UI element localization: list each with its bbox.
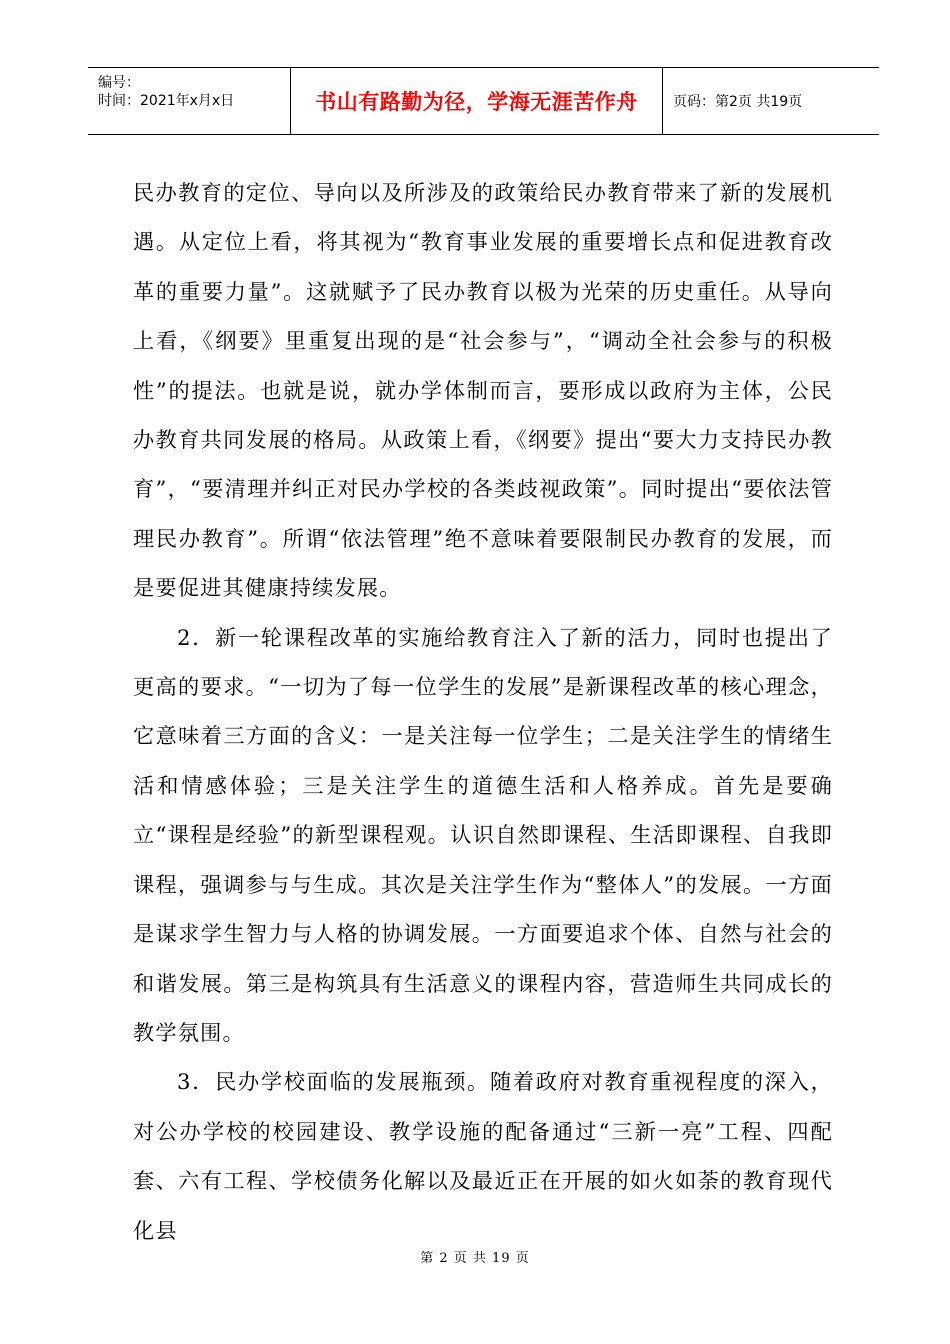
page-footer: 第 2 页 共 19 页 (420, 1251, 530, 1266)
header-page-cell (663, 68, 879, 134)
paragraph-1: 民办教育的定位、导向以及所涉及的政策给民办教育带来了新的发展机遇。从定位上看，将其视为“教育事业发展的重要增长点和促进教育改革的重要力量”。这就赋予了民办教育以极为光荣的历史重任。从导向上看，《纲要》里重复出现的是“社会参与”，“调动全社会参与的积极性”的提法。也就是说，就办学体制而言，要形成以政府为主体，公民办教育共同发展的格局。从政策上看，《纲要》提出“要大力支持民办教育”，“要清理并纠正对民办学校的各类歧视政策”。同时提出“要依法管理民办教育”。所谓“依法管理”绝不意味着要限制民办教育的发展，而是要促进其健康持续发展。 (133, 180, 833, 601)
body-text (133, 168, 833, 1255)
paragraph-2: 2．新一轮课程改革的实施给教育注入了新的活力，同时也提出了更高的要求。“一切为了每一位学生的发展”是新课程改革的核心理念，它意味着三方面的含义：一是关注每一位学生；二是关注学生的情绪生活和情感体验；三是关注学生的道德生活和人格养成。首先是要确立“课程是经验”的新型课程观。认识自然即课程、生活即课程、自我即课程，强调参与与生成。其次是关注学生作为“整体人”的发展。一方面是谋求学生智力与人格的协调发展。一方面要追求个体、自然与社会的和谐发展。第三是构筑具有生活意义的课程内容，营造师生共同成长的教学氛围。 (133, 624, 833, 1045)
header-motto-cell (291, 68, 663, 134)
header-meta-cell (88, 68, 291, 134)
header-motto: 书山有路勤为径，学海无涯苦作舟 (315, 90, 638, 114)
time-label: 时间：2021年x月x日 (98, 93, 235, 109)
paragraph-3: 3．民办学校面临的发展瓶颈。随着政府对教育重视程度的深入，对公办学校的校园建设、教学设施的配备通过“三新一亮”工程、四配套、六有工程、学校债务化解以及最近正在开展的如火如荼的教育现代化县 (133, 1069, 833, 1243)
serial-number-label: 编号： (98, 75, 140, 91)
header-page-info: 页码：第2页 共19页 (673, 94, 803, 110)
page-header-table (88, 67, 879, 135)
